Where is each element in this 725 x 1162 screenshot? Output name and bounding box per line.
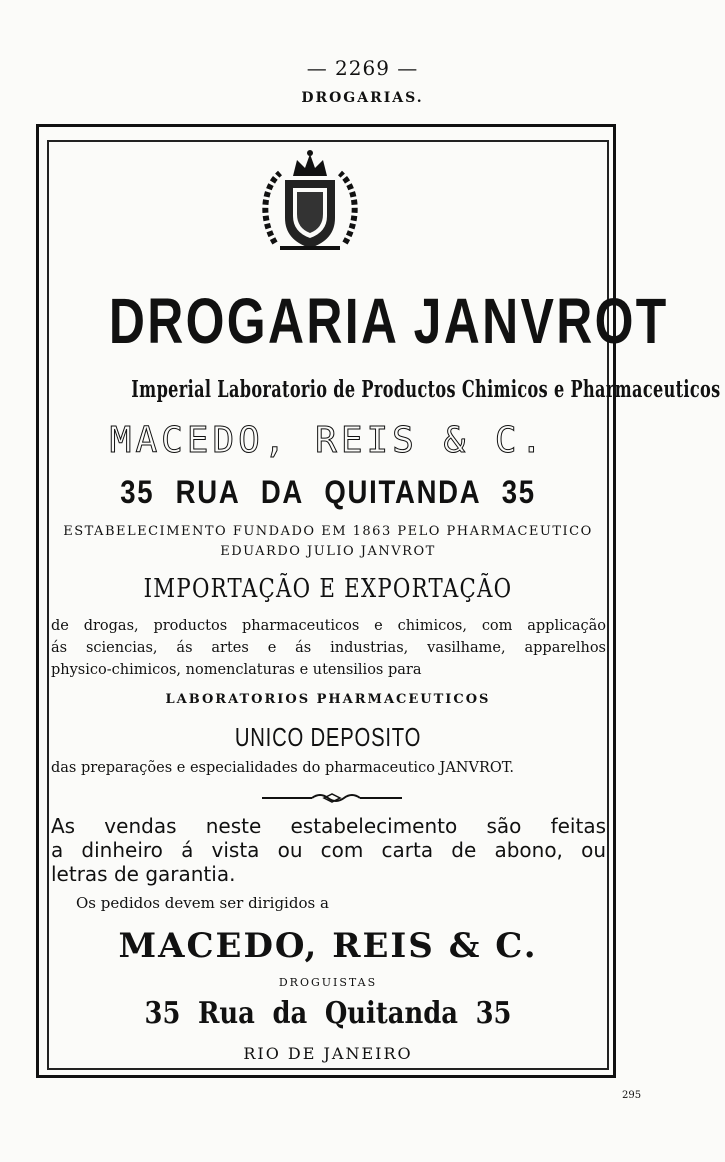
- section-title: DROGARIAS.: [301, 90, 424, 106]
- products-line-1: de drogas, productos pharmaceuticos e chimicos, com applicação: [51, 618, 606, 634]
- sales-line-2: a dinheiro á vista ou com carta de abono, ou: [51, 838, 606, 862]
- sales-line-1: As vendas neste estabelecimento são feitas: [51, 814, 606, 838]
- preparations-line: das preparações e especialidades do pharmaceutico JANVROT.: [51, 760, 514, 776]
- page-number: — 2269 —: [306, 56, 419, 80]
- labs-heading: LABORATORIOS PHARMACEUTICOS: [165, 692, 491, 707]
- sales-line-3: letras de garantia.: [51, 862, 236, 886]
- orders-line: Os pedidos devem ser dirigidos a: [76, 894, 329, 912]
- footer-mark: 295: [622, 1090, 642, 1101]
- subtitle: Imperial Laboratorio de Productos Chimicos e Pharmaceuticos: [131, 376, 721, 403]
- address-bottom: 35 Rua da Quitanda 35: [144, 996, 512, 1031]
- role-label: DROGUISTAS: [278, 976, 378, 989]
- headline: DROGARIA JANVROT: [108, 285, 669, 357]
- products-line-2: ás sciencias, ás artes e ás industrias, vasilhame, apparelhos: [51, 640, 606, 656]
- address: 35 RUA DA QUITANDA 35: [120, 474, 536, 510]
- products-line-3: physico-chimicos, nomenclaturas e utensilios para: [51, 662, 422, 678]
- ornament-divider-icon: [262, 790, 402, 806]
- firm-name-bottom: MACEDO, REIS & C.: [118, 926, 538, 966]
- founded-line-2: EDUARDO JULIO JANVROT: [220, 544, 436, 559]
- city: RIO DE JANEIRO: [243, 1044, 413, 1063]
- founded-line-1: ESTABELECIMENTO FUNDADO EM 1863 PELO PHARMACEUTICO: [63, 524, 593, 539]
- firm-name: MACEDO, REIS & C.: [109, 420, 547, 461]
- imperial-coat-of-arms-icon: [255, 148, 365, 258]
- import-export-heading: IMPORTAÇÃO E EXPORTAÇÃO: [143, 574, 513, 604]
- deposito-heading: UNICO DEPOSITO: [234, 722, 422, 752]
